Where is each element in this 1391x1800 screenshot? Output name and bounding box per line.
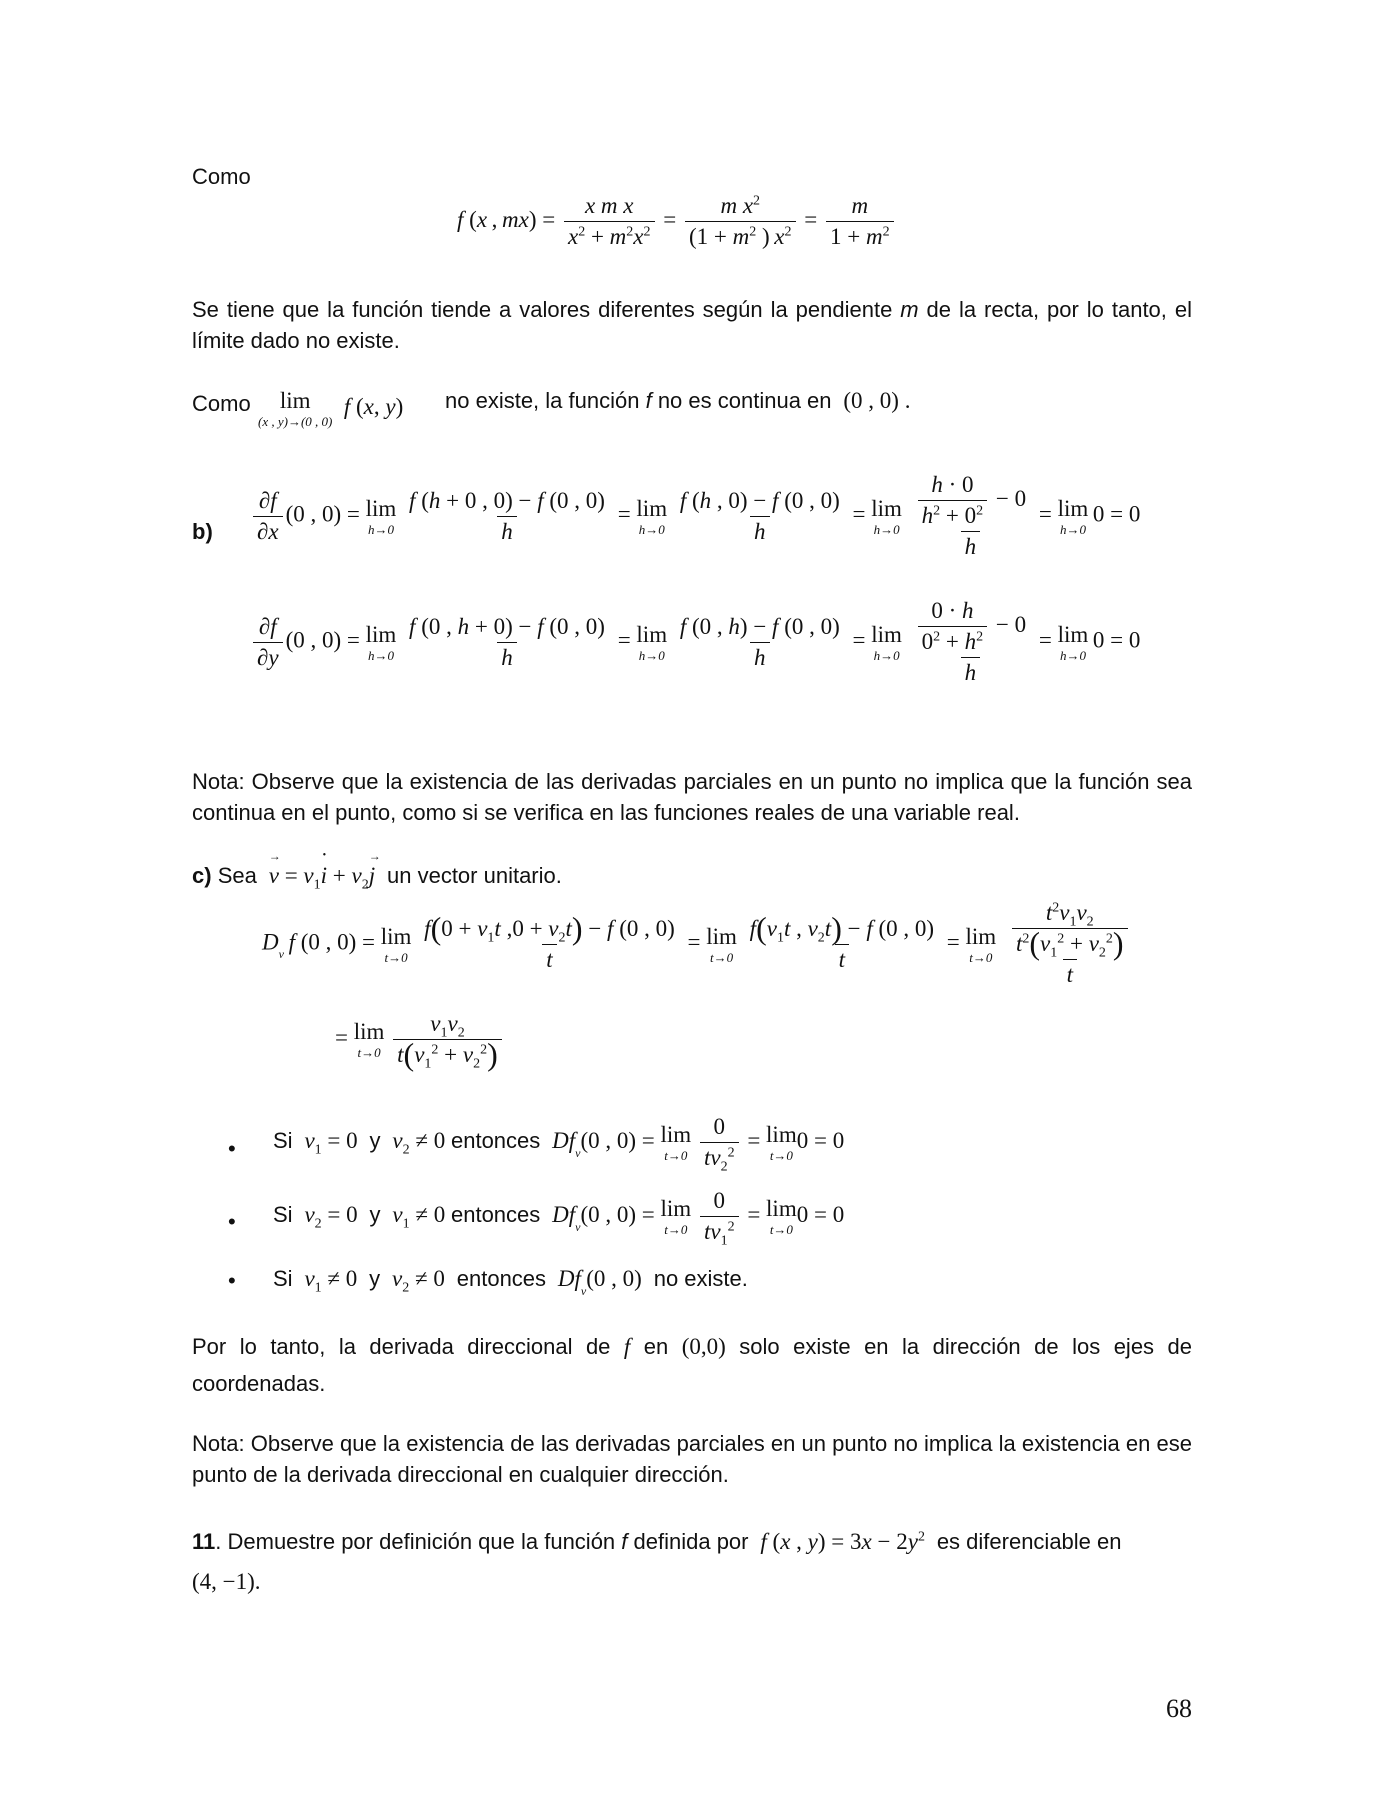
equation-f-x-mx: f (x , mx) = $\frac{\text{x m x}}{x^2 + m^2x^2}$ = $\frac{m x^2}{(1 + m^2 ) x^2}$ = $\frac{m}{1 + m^2}$ xyxy=(457,193,897,250)
note-directional-derivative: Nota: Observe que la existencia de las derivadas parciales en un punto no implica la existencia en ese punto de la derivada direccional en cualquier dirección. xyxy=(192,1431,1192,1487)
equation-partial-x: $\frac{\partial f}{\partial x}$ (0 , 0) = lim h→0 $\frac{f (h + 0 , 0) - f (0 , 0)}{h}$ = lim h→0 $\frac{f (h , 0) - f (0 , 0)}{h}$ = lim h→0 $\frac{h \cdot 0}{h^2 + 0^2}$ − 0 h = lim h→0 0 = 0 xyxy=(250,472,1140,560)
paragraph-limit-not-exists: Como xyxy=(192,391,251,416)
equation-directional-derivative: $D_v$ f (0 , 0) = lim t→0 $\frac{f(0 + v_1t ,0 + v_2t) - f (0 , 0)}{t}$ = lim t→0 $\frac{f(v_1t , v_2t) - f (0 , 0)}{t}$ = lim t→0 $\frac{\frac{t^2v_1v_2}{t^2(v_1^2 + v_2^2)}}{t}$ xyxy=(262,900,1138,988)
equation-directional-simplified: = lim t→0 $\frac{v_1v_2}{t(v_1^2 + v_2^2)}$ xyxy=(335,1011,505,1068)
part-c-statement: c) Sea → $v = v_1•$ $i + v_2\to j$ un vector unitario. xyxy=(192,863,562,889)
bullet-dot: • xyxy=(228,1209,236,1234)
no-existe-text: no existe, la función f no es continua en (0 , 0) . xyxy=(445,388,911,413)
paragraph-slope: Se tiene que la función tiende a valores diferentes según la pendiente m de la recta, por lo tanto, el límite dado no existe. xyxy=(192,297,1192,353)
page-number: 68 xyxy=(1166,1694,1192,1723)
paragraph-conclusion: Por lo tanto, la derivada direccional de f en (0,0) solo existe en la dirección de los ejes de coordenadas. xyxy=(192,1334,1193,1396)
bullet-2: Si $v_2 = 0$ y $v_1 \ne 0$ entonces $Df_v(0$ , 0) = lim t→0 $\frac{0}{tv_1^2}$ = lim t→0 0 = 0 xyxy=(273,1188,845,1249)
equation-partial-y: $\frac{\partial f}{\partial y}$ (0 , 0) = lim h→0 $\frac{f (0 , h + 0) - f (0 , 0)}{h}$ = lim h→0 $\frac{f (0 , h) - f (0 , 0)}{h}$ = lim h→0 $\frac{0 \cdot h}{0^2 + h^2}$ − 0 h = lim h→0 0 = 0 xyxy=(250,598,1140,686)
note-partial-derivatives: Nota: Observe que la existencia de las derivadas parciales en un punto no implica que la función sea continua en el punto, como si se verifica en las funciones reales de una variable real. xyxy=(192,769,1192,825)
equation-limit-fxy: lim (x , y)→(0 , 0) f (x, y) xyxy=(258,388,404,429)
bullet-dot: • xyxy=(228,1268,236,1293)
label-b: b) xyxy=(192,519,213,544)
como-label: Como xyxy=(192,164,251,189)
bullet-1: Si $v_1 = 0$ y $v_2 \ne 0$ entonces $Df_v(0$ , 0) = lim t→0 $\frac{0}{tv_2^2}$ = lim t→0 0 = 0 xyxy=(273,1114,845,1175)
bullet-dot: • xyxy=(228,1136,236,1161)
bullet-3: Si $v_1 \ne 0$ y $v_2 \ne 0$ entonces $Df_v(0$ , 0) no existe. xyxy=(273,1266,748,1298)
problem-11: 11. Demuestre por definición que la función f definida por f (x , $y) = 3x - 2y^2$ es diferenciable en (4, −1). xyxy=(192,1529,1122,1594)
